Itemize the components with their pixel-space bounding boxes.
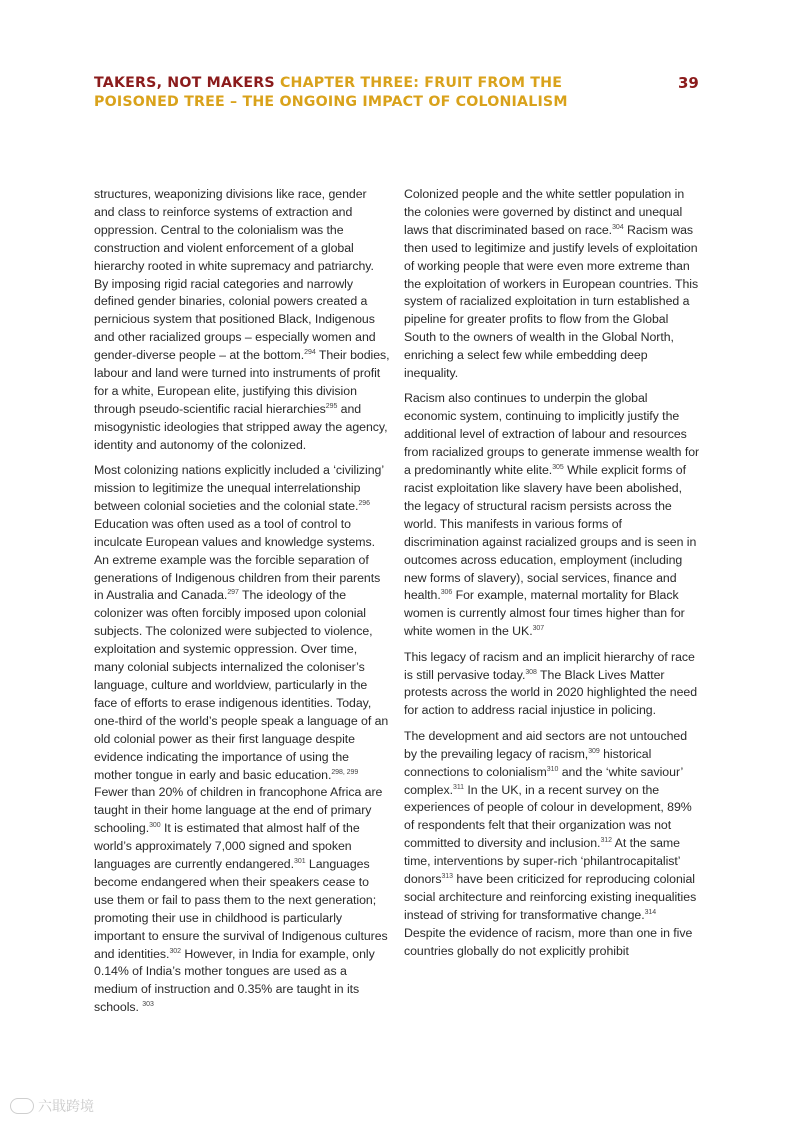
report-title: TAKERS, NOT MAKERS xyxy=(94,75,275,91)
footnote-ref[interactable]: 313 xyxy=(441,872,453,880)
chapter-title: CHAPTER THREE: FRUIT FROM THE xyxy=(279,75,563,91)
watermark xyxy=(10,1096,94,1116)
paragraph: structures, weaponizing divisions like race, gender and class to reinforce systems of extraction and oppression. Central to the colonialism was the construction and violent enforcement of a global hierarchy rooted in white supremacy and patriarchy. By imposing rigid racial categories and narrowly defined gender binaries, colonial powers created a pernicious system that positioned Black, Indigenous and other racialized groups – especially women and gender-diverse people – at the bottom.$^{294}$ Their bodies, labour and land were turned into instruments of profit for a white, European elite, justifying this division through pseudo-scientific racial hierarchies$^{295}$ and misogynistic ideologies that stripped away the agency, identity and autonomy of the colonized. xyxy=(94,187,390,452)
footnote-ref[interactable]: 297 xyxy=(227,589,239,597)
paragraph: The development and aid sectors are not untouched by the prevailing legacy of racism,$^{309}$ historical connections to colonialism$^{310}$ and the ‘white saviour’ complex.$^{311}$ In the UK, in a recent survey on the experiences of people of colour in development, 89% of respondents felt that their organization was not committed to diversity and inclusion.$^{312}$ At the same time, interventions by super-rich ‘philantrocapitalist’ donors$^{313}$ have been criticized for reproducing colonial social architecture and reinforcing existing inequalities instead of striving for transformative change.$^{314}$ Despite the evidence of racism, more than one in five countries globally do not explicitly prohibit xyxy=(404,728,697,958)
footnote-ref[interactable]: 310 xyxy=(546,765,559,773)
footnote-ref[interactable]: 311 xyxy=(453,783,465,791)
footnote-ref[interactable]: 300 xyxy=(149,822,161,830)
footnote-ref[interactable]: 314 xyxy=(644,908,657,916)
watermark-text: 六戢跨境 xyxy=(38,1099,94,1115)
footnote-ref[interactable]: 305 xyxy=(552,463,564,471)
footnote-ref[interactable]: 309 xyxy=(588,747,600,755)
footnote-ref[interactable]: 304 xyxy=(612,223,624,231)
footnote-ref[interactable]: 295 xyxy=(325,402,338,410)
chapter-subtitle: POISONED TREE – THE ONGOING IMPACT OF COLONIALISM xyxy=(94,94,568,110)
paragraph: This legacy of racism and an implicit hierarchy of race is still pervasive today.$^{308}$ The Black Lives Matter protests across the world in 2020 highlighted the need for action to address racial injustice in policing. xyxy=(404,649,698,718)
footnote-ref[interactable]: 308 xyxy=(525,668,537,676)
footnote-ref[interactable]: 312 xyxy=(600,837,612,845)
footnote-ref[interactable]: 296 xyxy=(358,499,370,507)
paragraph: Colonized people and the white settler population in the colonies were governed by distinct and unequal laws that discriminated based on race.$^{304}$ Racism was then used to legitimize and justify levels of exploitation of working people that were even more extreme than the exploitation of workers in European countries. This system of racialized exploitation in turn established a pipeline for greater profits to flow from the Global South to the owners of wealth in the Global North, enriching a select few while embedding deep inequality. xyxy=(404,187,699,381)
left-column xyxy=(94,186,390,1025)
footnote-ref[interactable]: 298, 299 xyxy=(331,768,359,776)
running-header xyxy=(94,74,594,112)
page-number: 39 xyxy=(678,74,699,92)
watermark-logo-icon xyxy=(10,1098,34,1114)
footnote-ref[interactable]: 307 xyxy=(532,625,545,633)
footnote-ref[interactable]: 303 xyxy=(142,1001,154,1009)
right-column xyxy=(404,186,700,968)
footnote-ref[interactable]: 302 xyxy=(169,947,181,955)
footnote-ref[interactable]: 301 xyxy=(294,857,306,865)
footnote-ref[interactable]: 294 xyxy=(304,349,316,357)
paragraph: Most colonizing nations explicitly included a ‘civilizing’ mission to legitimize the unequal interrelationship between colonial societies and the colonial state.$^{296}$ Education was often used as a tool of control to inculcate European values and knowledge systems. An extreme example was the forcible separation of generations of Indigenous children from their parents in Australia and Canada.$^{297}$ The ideology of the colonizer was often forcibly imposed upon colonial subjects. The colonized were subjected to violence, exploitation and systemic oppression. Over time, many colonial subjects internalized the coloniser’s language, culture and worldview, particularly in the face of efforts to erase indigenous identities. Today, one-third of the world’s people speak a language of an old colonial power as their first language despite evidence indicating the importance of using the mother tongue in early and basic education.$^{298, 299}$ Fewer than 20% of children in francophone Africa are taught in their home language at the end of primary schooling.$^{300}$ It is estimated that almost half of the world’s approximately 7,000 signed and spoken languages are currently endangered.$^{301}$ Languages become endangered when their speakers cease to use them or fail to pass them to the next generation; promoting their use in childhood is particularly important to ensure the survival of Indigenous cultures and identities.$^{302}$ However, in India for example, only 0.14% of India’s mother tongues are used as a medium of instruction and 0.35% are taught in its schools. $^{303}$ xyxy=(94,463,389,1015)
footnote-ref[interactable]: 306 xyxy=(440,589,453,597)
paragraph: Racism also continues to underpin the global economic system, continuing to implicitly justify the additional level of extraction of labour and resources from racialized groups to generate immense wealth for a predominantly white elite.$^{305}$ While explicit forms of racist exploitation like slavery have been abolished, the legacy of structural racism persists across the world. This manifests in various forms of discrimination against racialized groups and is seen in outcomes across education, employment (including new forms of slavery), social services, finance and health.$^{306}$ For example, maternal mortality for Black women is currently almost four times higher than for white women in the UK.$^{307}$ xyxy=(404,391,700,639)
